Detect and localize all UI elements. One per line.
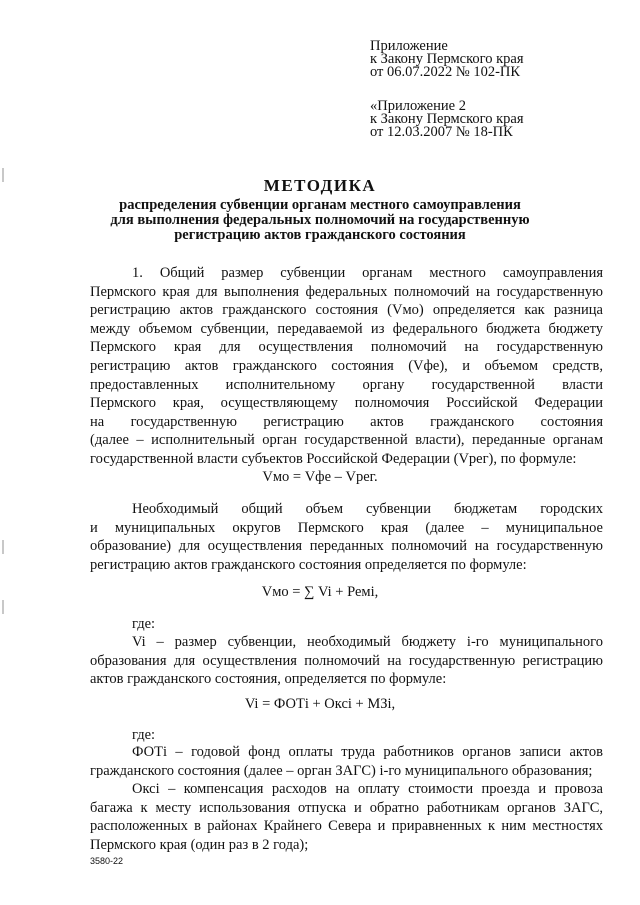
text-line: предоставленных исполнительному органу государственной власти (90, 376, 603, 393)
text-line: Пермского края (один раз в 2 года); (90, 836, 309, 853)
text-line: гражданского состояния (далее – орган ЗАГС) i-го муниципального образования; (90, 762, 593, 779)
page-code: 3580-22 (90, 856, 124, 866)
text-line: Пермского края, осуществляющему полномочия Российской Федерации (90, 395, 603, 412)
scan-margin-mark (2, 600, 4, 614)
attachment-line: Приложение (370, 38, 448, 54)
attachment-line: к Закону Пермского края (370, 51, 524, 67)
text-line: на государственную регистрацию актов гражданского состояния (90, 413, 603, 430)
scan-margin-mark (2, 540, 4, 554)
quoted-attachment-header (370, 100, 610, 139)
text-line: багажа к месту использования отпуска и обратно работникам органов ЗАГС, (90, 799, 603, 816)
formula-vmo: Vмо = Vфе – Vрег. (262, 469, 378, 485)
paragraph-5 (90, 780, 603, 854)
text-line: Пермского края для осуществления полномочий на государственную (90, 339, 603, 356)
text-line: Оксi – компенсация расходов на оплату стоимости проезда и провоза (132, 781, 603, 797)
subtitle-line: регистрацию актов гражданского состояния (174, 227, 466, 243)
text-line: актов гражданского состояния, определяется по формуле: (90, 671, 447, 688)
text-line: образование) для осуществления переданных полномочий на государственную (90, 538, 603, 555)
paragraph-1 (90, 264, 603, 469)
paragraph-3 (90, 633, 603, 689)
paragraph-2 (90, 500, 603, 574)
document-title: МЕТОДИКА (263, 176, 377, 195)
text-line: образования для осуществления полномочий на государственную регистрацию (90, 652, 603, 669)
attachment-line: к Закону Пермского края (370, 111, 524, 127)
formula-sum: Vмо = ∑ Vi + Ремi, (261, 584, 379, 600)
subtitle-line: распределения субвенции органам местного самоуправления (119, 197, 521, 213)
text-line: регистрацию актов гражданского состояния определяется по формуле: (90, 556, 527, 573)
text-line: Необходимый общий объем субвенции бюджетам городских (132, 501, 603, 517)
attachment-header (370, 40, 610, 79)
paragraph-4 (90, 743, 603, 780)
subtitle-line: для выполнения федеральных полномочий на государственную (110, 212, 530, 228)
text-line: между объемом субвенции, передаваемой из федерального бюджета бюджету (90, 320, 603, 337)
attachment-line: от 06.07.2022 № 102-ПК (370, 64, 521, 80)
text-line: Пермского края для выполнения федеральных полномочий на государственную (90, 283, 603, 300)
text-line: расположенных в районах Крайнего Севера и приравненных к ним местностях (90, 818, 603, 835)
text-line: регистрацию актов гражданского состояния (Vфе), и объемом средств, (90, 357, 603, 374)
document-subtitle (0, 198, 640, 243)
text-line: 1. Общий размер субвенции органам местного самоуправления (132, 265, 603, 281)
attachment-line: от 12.03.2007 № 18-ПК (370, 124, 513, 140)
text-line: Vi – размер субвенции, необходимый бюджету i-го муниципального (132, 634, 603, 650)
text-line: и муниципальных округов Пермского края (далее – муниципальное (90, 519, 603, 536)
text-line: регистрацию актов гражданского состояния (Vмо) определяется как разница (90, 302, 603, 319)
text-line: (далее – исполнительный орган государственной власти), переданные органам (90, 432, 603, 449)
attachment-line: «Приложение 2 (370, 98, 466, 114)
where-label: где: (132, 727, 156, 743)
where-label: где: (132, 616, 156, 632)
text-line: ФОТi – годовой фонд оплаты труда работников органов записи актов (132, 744, 603, 760)
text-line: государственной власти субъектов Российской Федерации (Vрег), по формуле: (90, 450, 577, 467)
formula-vi: Vi = ФОТi + Оксi + МЗi, (244, 696, 396, 712)
